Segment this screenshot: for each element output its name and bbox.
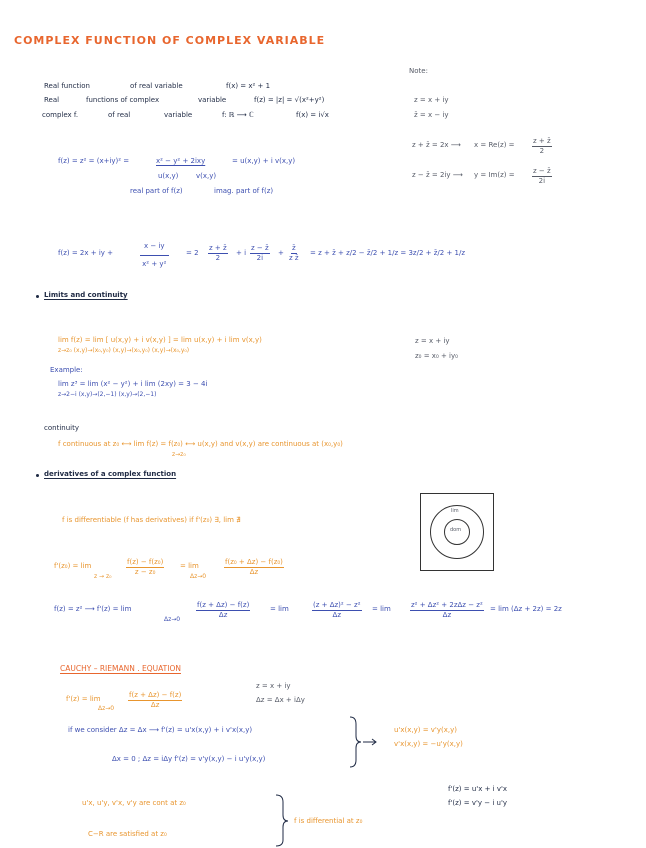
cr-fp1: f'(z) = u'x + i v'x <box>448 785 508 793</box>
note-z: z = x + iy <box>414 96 449 104</box>
ex-sub: Δz→0 <box>164 616 181 623</box>
cr-eq2: v'x(x,y) = −u'y(x,y) <box>394 740 463 748</box>
conj-tail: = z + z̄ + z/2 − z̄/2 + 1/z = 3z/2 + z̄/2 + 1/z <box>310 249 466 257</box>
ex-frac3-den: Δz <box>442 610 452 619</box>
def-sub1: z → z₀ <box>94 573 112 580</box>
intro-row2-b: functions of complex <box>86 96 160 104</box>
cr-side2: Δz = Δx + iΔy <box>256 696 305 704</box>
conj-lhs: f(z) = 2x + iy + <box>58 249 114 257</box>
conj-frac-num: x − iy <box>140 242 169 256</box>
intro-row3-c: variable <box>164 111 193 119</box>
note-sum-left: z + z̄ = 2x ⟶ <box>412 141 461 149</box>
ex-end: = lim (Δz + 2z) = 2z <box>490 605 562 613</box>
conj-plus: + <box>278 249 284 257</box>
z2-imag-label: imag. part of f(z) <box>214 187 274 195</box>
def-frac1-den: z − z₀ <box>134 567 156 576</box>
limits-example-line: lim z³ = lim (x² − y²) + i lim (2xy) = 3 − 4i <box>58 380 208 388</box>
intro-row1-a: Real function <box>44 82 90 90</box>
conj-f2-num: z − z̄ <box>251 244 269 252</box>
cr-fp2: f'(z) = v'y − i u'y <box>448 799 508 807</box>
ex-eq1: = lim <box>270 605 289 613</box>
cr-consider: if we consider Δz = Δx ⟶ f'(z) = u'x(x,y) + i v'x(x,y) <box>68 726 253 734</box>
z2-num: x² − y² + 2ixy <box>156 157 206 165</box>
limits-example-sub: z→2−i (x,y)→(2,−1) (x,y)→(2,−1) <box>58 391 157 398</box>
continuity-sub: z→z₀ <box>172 451 186 458</box>
intro-row3-b: of real <box>108 111 131 119</box>
note-sum-num: z + z̄ <box>533 137 551 145</box>
page-title: COMPLEX FUNCTION OF COMPLEX VARIABLE <box>14 34 326 47</box>
conj-f3-num: z̄ <box>291 244 296 252</box>
def-frac1-num: f(z) − f(z₀) <box>127 558 164 566</box>
limits-line1: lim f(z) = lim [ u(x,y) + i v(x,y) ] = lim u(x,y) + i lim v(x,y) <box>58 336 262 344</box>
intro-row2-d: f(z) = |z| = √(x²+y²) <box>254 96 325 104</box>
def-frac2-den: Δz <box>249 567 259 576</box>
neighborhood-outer-label: lim <box>451 508 459 514</box>
conj-frac-den: x² + y² <box>142 259 167 268</box>
def-frac2-num: f(z₀ + Δz) − f(z₀) <box>225 558 283 566</box>
conj-f3-den: z z̄ <box>289 253 299 262</box>
note-label: Note: <box>409 67 428 75</box>
z2-real-label: real part of f(z) <box>130 187 183 195</box>
note-diff-left: z − z̄ = 2iy ⟶ <box>412 171 463 179</box>
note-diff-num: z − z̄ <box>533 167 551 175</box>
derivatives-heading: derivatives of a complex function <box>44 470 177 478</box>
continuity-line: f continuous at z₀ ⟷ lim f(z) = f(z₀) ⟷ u(x,y) and v(x,y) are continuous at (x₀,y₀) <box>58 440 343 448</box>
intro-row2-c: variable <box>198 96 227 104</box>
intro-row3-d: f: ℝ ⟶ ℂ <box>222 111 254 119</box>
conj-f1-den: 2 <box>215 253 221 262</box>
conj-f2-den: 2i <box>256 253 264 262</box>
cr-eq1: u'x(x,y) = v'y(x,y) <box>394 726 457 734</box>
continuity-label: continuity <box>44 424 79 432</box>
cr-deriv-num: f(z + Δz) − f(z) <box>129 691 182 699</box>
intro-row3-a: complex f. <box>42 111 79 119</box>
ex-frac2-num: (z + Δz)² − z² <box>313 601 361 609</box>
ex-frac1-den: Δz <box>218 610 228 619</box>
limits-line1-sub: z→z₀ (x,y)→(x₀,y₀) (x,y)→(x₀,y₀) (x,y)→(x₀,y₀) <box>58 347 190 354</box>
differentiable-line: f is differentiable (f has derivatives) if f'(z₀) ∃, lim ∄ <box>62 516 241 524</box>
z2-lhs: f(z) = z² = (x+iy)² = <box>58 157 130 165</box>
note-diff-den: 2i <box>538 176 546 185</box>
limits-example-label: Example: <box>50 366 83 374</box>
conj-f1-num: z + z̄ <box>209 244 227 252</box>
z2-eq: = u(x,y) + i v(x,y) <box>232 157 296 165</box>
cauchy-heading: CAUCHY – RIEMANN . EQUATION <box>60 664 181 673</box>
z2-v: v(x,y) <box>196 172 217 180</box>
cr-brace <box>350 717 361 767</box>
conj-plus-i: + i <box>236 249 247 257</box>
intro-row2-a: Real <box>44 96 60 104</box>
note-diff-right: y = Im(z) = <box>474 171 515 179</box>
cr-deriv-lhs: f'(z) = lim <box>66 695 101 703</box>
cond-line1: u'x, u'y, v'x, v'y are cont at z₀ <box>82 799 186 807</box>
limits-side1: z = x + iy <box>415 337 450 345</box>
def-mid: = lim <box>180 562 199 570</box>
cr-deriv-den: Δz <box>150 700 160 709</box>
ex-frac3-num: z² + Δz² + 2zΔz − z² <box>411 601 483 609</box>
cr-deriv-sub: Δz→0 <box>98 705 115 712</box>
limits-side2: z₀ = x₀ + iy₀ <box>415 352 458 360</box>
z2-u: u(x,y) <box>158 172 179 180</box>
intro-row1-c: f(x) = x² + 1 <box>226 82 271 90</box>
note-sum-right: x = Re(z) = <box>474 141 515 149</box>
def-sub2: Δz→0 <box>190 573 207 580</box>
cr-dx0: Δx = 0 ; Δz = iΔy f'(z) = v'y(x,y) − i u'y(x,y) <box>112 755 266 763</box>
ex-frac1-num: f(z + Δz) − f(z) <box>197 601 250 609</box>
cr-arrow <box>363 739 376 745</box>
ex-eq2: = lim <box>372 605 391 613</box>
intro-row3-e: f(x) = i√x <box>296 111 329 119</box>
cond-line2: C−R are satisfied at z₀ <box>88 830 167 838</box>
cond-conclusion: f is differential at z₀ <box>294 817 363 825</box>
ex-lhs: f(z) = z² ⟶ f'(z) = lim <box>54 605 132 613</box>
cr-side1: z = x + iy <box>256 682 291 690</box>
cond-brace <box>276 795 288 846</box>
conj-eq1: = 2 <box>186 249 199 257</box>
note-zbar: z̄ = x − iy <box>414 111 449 119</box>
limits-heading: Limits and continuity <box>44 291 128 299</box>
note-sum-den: 2 <box>539 146 545 155</box>
intro-row1-b: of real variable <box>130 82 183 90</box>
neighborhood-inner-label: dom <box>450 527 462 533</box>
ex-frac2-den: Δz <box>332 610 341 619</box>
def-lhs: f'(z₀) = lim <box>54 562 92 570</box>
